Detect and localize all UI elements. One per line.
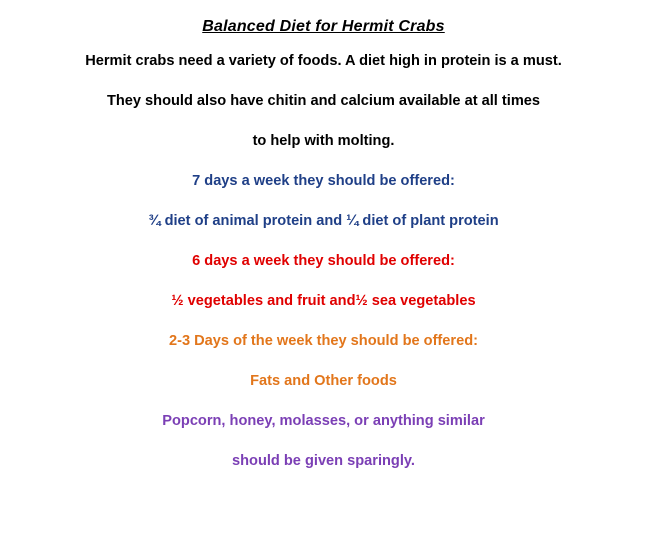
section-heading-6-days: 6 days a week they should be offered:: [192, 252, 455, 269]
section-detail-sparingly: should be given sparingly.: [232, 452, 415, 469]
section-heading-sparingly: Popcorn, honey, molasses, or anything similar: [162, 412, 485, 429]
intro-line-2: They should also have chitin and calcium available at all times: [106, 92, 541, 109]
page-title: Balanced Diet for Hermit Crabs: [202, 18, 445, 35]
section-heading-2-3-days: 2-3 Days of the week they should be offered:: [169, 332, 478, 349]
section-detail-6-days: ½ vegetables and fruit and½ sea vegetables: [171, 292, 476, 309]
section-heading-7-days: 7 days a week they should be offered:: [192, 172, 455, 189]
intro-line-3: to help with molting.: [252, 132, 395, 149]
intro-line-1: Hermit crabs need a variety of foods. A diet high in protein is a must.: [85, 53, 562, 69]
section-detail-7-days: ¾ diet of animal protein and ¼ diet of plant protein: [148, 212, 499, 229]
section-detail-2-3-days: Fats and Other foods: [250, 372, 397, 389]
